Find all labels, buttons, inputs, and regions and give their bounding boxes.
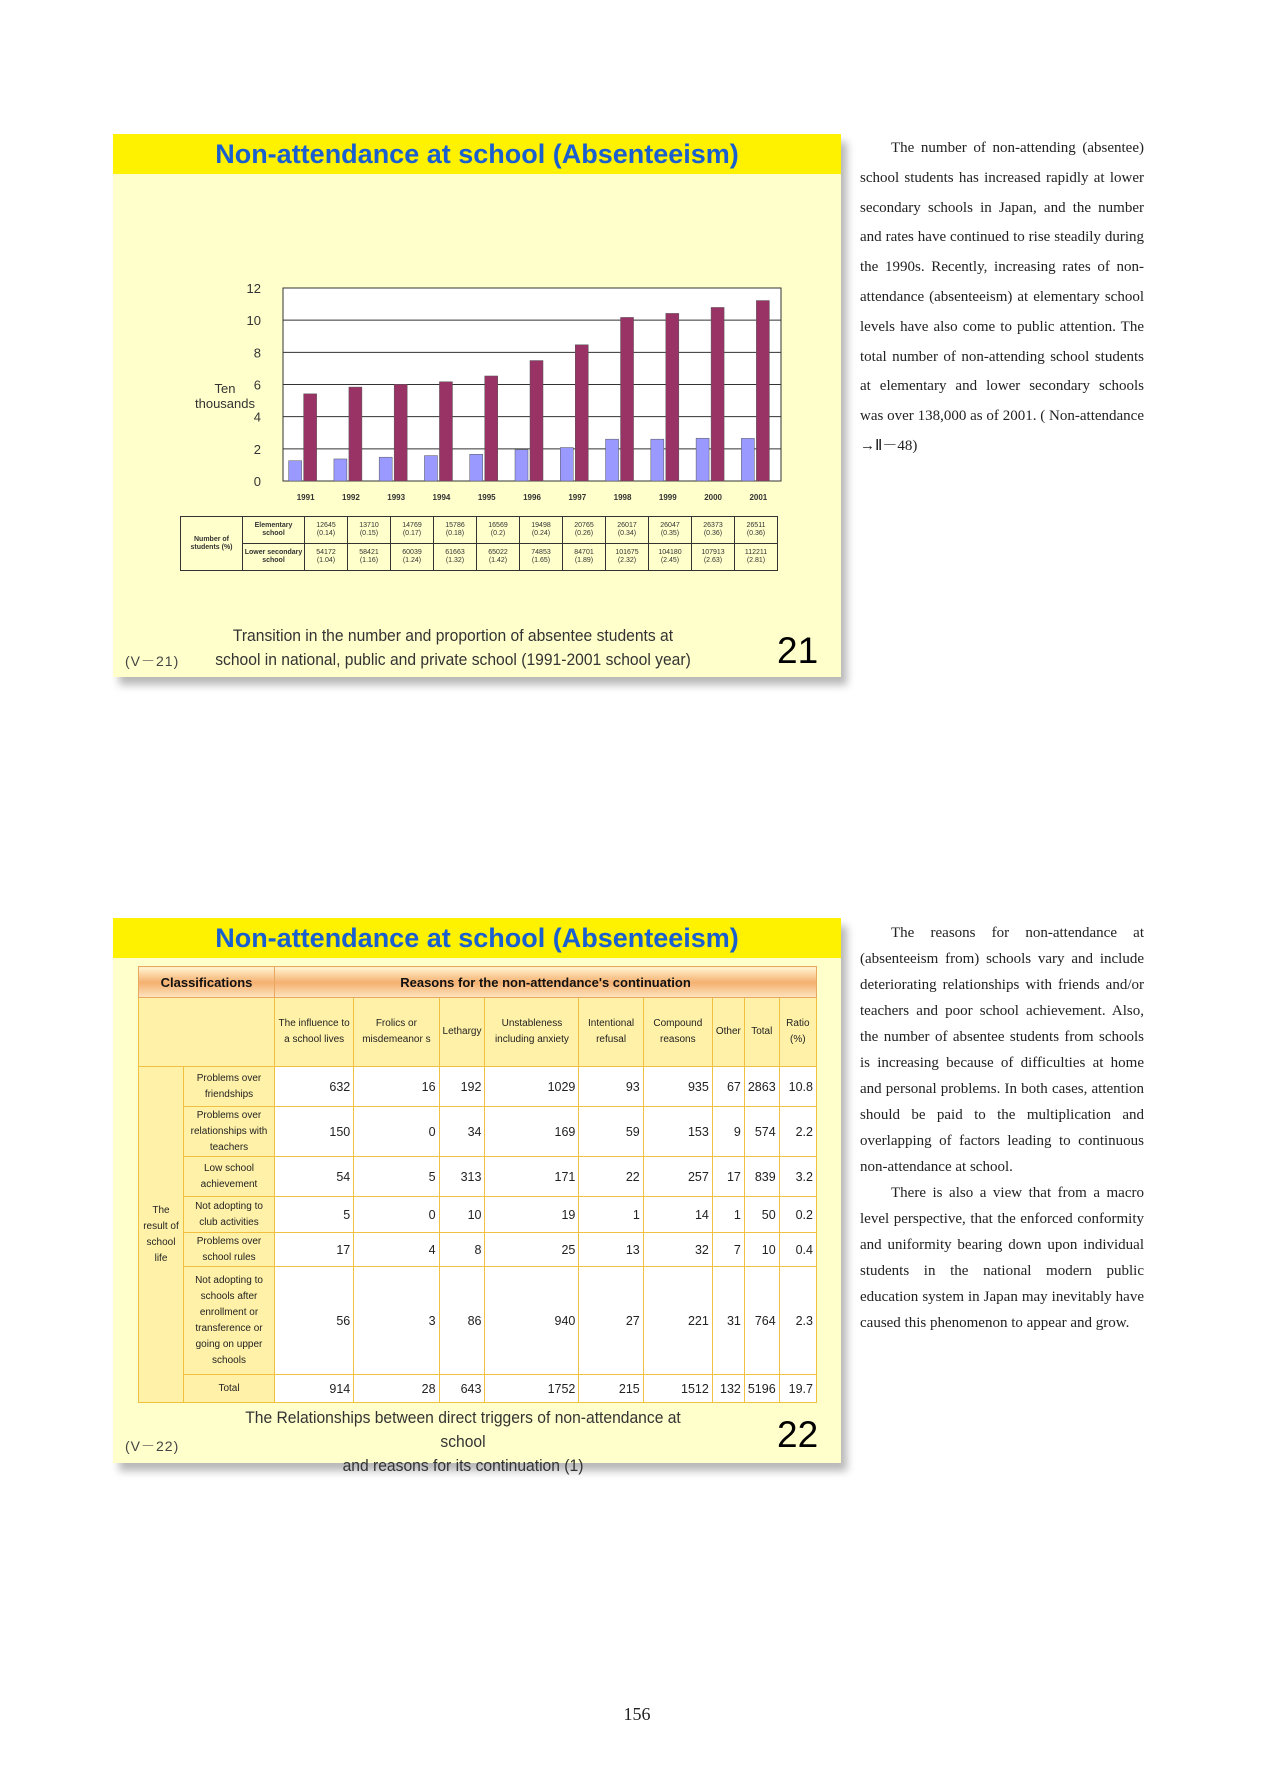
row-label: Lower secondary school: [243, 544, 305, 571]
bar-lower-secondary: [756, 301, 769, 481]
cell-count: 54172: [316, 549, 336, 556]
table-cell: 16: [354, 1067, 439, 1107]
y-tick-label: 0: [253, 474, 261, 489]
table-cell: 31: [712, 1267, 744, 1375]
bar-lower-secondary: [666, 313, 679, 481]
table-row: [181, 517, 778, 544]
cell-count: 20765: [574, 522, 594, 529]
column-header: Ratio (%): [779, 998, 816, 1067]
table-cell: 10: [439, 1197, 485, 1233]
cell-count: 26047: [660, 522, 680, 529]
table-cell: 34: [439, 1107, 485, 1157]
bar-elementary: [424, 456, 437, 481]
table-cell: 0: [354, 1197, 439, 1233]
bar-lower-secondary: [439, 382, 452, 481]
cell-count: 74853: [531, 549, 551, 556]
cell-count: 14769: [402, 522, 422, 529]
table-cell: 632: [275, 1067, 354, 1107]
slide-caption: [224, 1406, 702, 1478]
x-tick-label: 2001: [749, 493, 768, 502]
table-cell: [520, 517, 563, 544]
total-row: [139, 1375, 817, 1403]
table-cell: 132: [712, 1375, 744, 1403]
slide-id: (V－22): [125, 1438, 180, 1454]
table-cell: 14: [643, 1197, 712, 1233]
table-cell: 13: [579, 1233, 643, 1267]
table-cell: [563, 544, 606, 571]
y-axis-label: Ten: [214, 381, 236, 396]
table-cell: 935: [643, 1067, 712, 1107]
paragraph: The number of non-attending (absentee) school students has increased rapidly at lower secondary schools in Japan, and the number and rates have continued to rise steadily during the 1990s. Recently, increasing rates of non-attendance (absenteeism) at elementary school levels have also come to public attention. The total number of non-attending school students at elementary and lower secondary schools was over 138,000 as of 2001. ( Non-attendance →Ⅱ－48): [860, 140, 1144, 454]
table-cell: 0.2: [779, 1197, 816, 1233]
table-cell: [735, 544, 778, 571]
table-cell: 25: [485, 1233, 579, 1267]
table-cell: 10.8: [779, 1067, 816, 1107]
table-cell: [305, 517, 348, 544]
table-cell: 1: [712, 1197, 744, 1233]
page-number: 156: [623, 1704, 651, 1724]
bar-elementary: [606, 439, 619, 481]
table-cell: 9: [712, 1107, 744, 1157]
y-tick-label: 4: [253, 409, 261, 425]
cell-percent: (0.26): [574, 530, 594, 537]
column-header: Compound reasons: [643, 998, 712, 1067]
paragraph-1: The reasons for non-attendance at (absenteeism from) schools vary and include deteriorating relationships with friends and/or teachers and poor school achievement. Also, the number of absentee students from schools is increasing because of difficulties at home and personal problems. In both cases, attention should be paid to the multiplication and overlapping of factors leading to continuous non-attendance at school.: [860, 925, 1144, 1175]
table-cell: 215: [579, 1375, 643, 1403]
table-row: [139, 1157, 817, 1197]
bar-elementary: [515, 450, 528, 481]
table-row: [181, 544, 778, 571]
bar-elementary: [470, 454, 483, 481]
table-cell: 5: [354, 1157, 439, 1197]
cell-count: 16569: [488, 522, 508, 529]
table-cell: [563, 517, 606, 544]
table-cell: [434, 517, 477, 544]
table-cell: 221: [643, 1267, 712, 1375]
cell-percent: (0.18): [445, 530, 465, 537]
bar-chart: [113, 174, 841, 514]
table-cell: 56: [275, 1267, 354, 1375]
cell-percent: (1.89): [574, 557, 594, 564]
table-cell: 0: [354, 1107, 439, 1157]
table-cell: 67: [712, 1067, 744, 1107]
row-label: Problems over school rules: [184, 1233, 275, 1267]
row-label: Not adopting to schools after enrollment or transference or going on upper schools: [184, 1267, 275, 1375]
chart-data-table: [180, 516, 778, 571]
cell-percent: (0.2): [490, 530, 506, 537]
classifications-header: Classifications: [139, 967, 275, 998]
bar-elementary: [379, 457, 392, 481]
table-cell: [305, 544, 348, 571]
cell-percent: (0.15): [359, 530, 379, 537]
table-cell: 59: [579, 1107, 643, 1157]
cell-count: 101675: [615, 549, 639, 556]
x-tick-label: 1991: [296, 493, 315, 502]
table-cell: 1752: [485, 1375, 579, 1403]
table-cell: 257: [643, 1157, 712, 1197]
cell-percent: (0.17): [402, 530, 422, 537]
table-cell: 19: [485, 1197, 579, 1233]
column-header: The influence to a school lives: [275, 998, 354, 1067]
slide-id: (V－21): [125, 653, 180, 669]
cell-count: 19498: [531, 522, 551, 529]
row-label: Elementary school: [243, 517, 305, 544]
table-cell: 150: [275, 1107, 354, 1157]
x-tick-label: 1995: [477, 493, 496, 502]
paragraph-2: There is also a view that from a macro level perspective, that the enforced conformity and uniformity bearing down upon individual students in the national modern public education system in Japan may inevitably have caused this phenomenon to appear and grow.: [860, 1185, 1144, 1331]
table-cell: 2.2: [779, 1107, 816, 1157]
cell-percent: (0.14): [316, 530, 336, 537]
cell-percent: (2.81): [746, 557, 766, 564]
row-label: Not adopting to club activities: [184, 1197, 275, 1233]
table-cell: 1029: [485, 1067, 579, 1107]
table-cell: 27: [579, 1267, 643, 1375]
table-cell: 50: [744, 1197, 779, 1233]
table-cell: 169: [485, 1107, 579, 1157]
x-tick-label: 1992: [342, 493, 360, 502]
x-tick-label: 1993: [387, 493, 406, 502]
table-row: [139, 1197, 817, 1233]
slide-caption: [214, 624, 692, 672]
table-cell: [692, 517, 735, 544]
table-cell: 86: [439, 1267, 485, 1375]
table-row: [139, 1107, 817, 1157]
slide-number: 21: [777, 630, 819, 671]
slide-21: [113, 134, 841, 677]
x-tick-label: 2000: [704, 493, 722, 502]
reasons-table: [138, 966, 817, 1403]
cell-percent: (1.04): [316, 557, 336, 564]
bar-elementary: [696, 438, 709, 481]
table-cell: 1: [579, 1197, 643, 1233]
cell-count: 84701: [574, 549, 594, 556]
table-cell: 5196: [744, 1375, 779, 1403]
bar-elementary: [560, 448, 573, 481]
cell-percent: (1.42): [488, 557, 508, 564]
cell-count: 26373: [703, 522, 723, 529]
table-cell: 2.3: [779, 1267, 816, 1375]
table-cell: 32: [643, 1233, 712, 1267]
y-tick-label: 2: [253, 441, 261, 457]
table-cell: 1512: [643, 1375, 712, 1403]
table-cell: 643: [439, 1375, 485, 1403]
table-cell: 2863: [744, 1067, 779, 1107]
cell-count: 26017: [617, 522, 637, 529]
table-row: [139, 1267, 817, 1375]
table-cell: [606, 517, 649, 544]
slide-22: [113, 918, 841, 1475]
table-cell: [649, 517, 692, 544]
cell-count: 104180: [658, 549, 682, 556]
table-cell: [649, 544, 692, 571]
slide-title: Non-attendance at school (Absenteeism): [113, 918, 841, 958]
table-cell: 574: [744, 1107, 779, 1157]
table-cell: 17: [275, 1233, 354, 1267]
table-cell: 22: [579, 1157, 643, 1197]
cell-count: 58421: [359, 549, 379, 556]
bar-lower-secondary: [394, 384, 407, 481]
x-tick-label: 1999: [658, 493, 677, 502]
caption-line-2: school in national, public and private school (1991-2001 school year): [215, 650, 691, 669]
cell-percent: (0.24): [531, 530, 551, 537]
slide-title: Non-attendance at school (Absenteeism): [113, 134, 841, 174]
table-cell: 764: [744, 1267, 779, 1375]
table-cell: 93: [579, 1067, 643, 1107]
header-blank: [139, 998, 275, 1067]
table-row: [139, 1067, 817, 1107]
table-cell: 914: [275, 1375, 354, 1403]
table-cell: [348, 517, 391, 544]
cell-percent: (2.32): [617, 557, 637, 564]
group-label: The result of school life: [139, 1067, 184, 1403]
bar-elementary: [651, 439, 664, 481]
table-cell: 839: [744, 1157, 779, 1197]
column-header: Lethargy: [439, 998, 485, 1067]
cell-percent: (1.24): [402, 557, 422, 564]
cell-count: 107913: [701, 549, 725, 556]
cell-percent: (0.36): [746, 530, 766, 537]
table-cell: 5: [275, 1197, 354, 1233]
table-cell: 4: [354, 1233, 439, 1267]
bar-lower-secondary: [621, 317, 634, 481]
table-cell: [606, 544, 649, 571]
x-tick-label: 1994: [432, 493, 451, 502]
bar-lower-secondary: [485, 376, 498, 481]
column-header: Intentional refusal: [579, 998, 643, 1067]
table-cell: [391, 544, 434, 571]
cell-percent: (1.16): [359, 557, 379, 564]
table-cell: 3.2: [779, 1157, 816, 1197]
cell-percent: (1.65): [531, 557, 551, 564]
table-cell: [391, 517, 434, 544]
x-tick-label: 1996: [523, 493, 541, 502]
cell-count: 26511: [746, 522, 766, 529]
reasons-header: Reasons for the non-attendance's continuation: [275, 967, 817, 998]
cell-percent: (0.36): [703, 530, 723, 537]
y-tick-label: 12: [246, 281, 261, 296]
table-cell: [692, 544, 735, 571]
table-cell: [434, 544, 477, 571]
table-row: [139, 1233, 817, 1267]
x-tick-label: 1997: [568, 493, 587, 502]
bar-lower-secondary: [530, 361, 543, 481]
y-axis-label: thousands: [195, 396, 255, 411]
table-cell: 28: [354, 1375, 439, 1403]
column-header: Other: [712, 998, 744, 1067]
table-cell: 54: [275, 1157, 354, 1197]
table-cell: 192: [439, 1067, 485, 1107]
table-cell: [477, 544, 520, 571]
cell-percent: (2.45): [660, 557, 680, 564]
side-text-22: [860, 920, 1144, 1336]
bar-lower-secondary: [304, 394, 317, 481]
caption-line-1: Transition in the number and proportion of absentee students at: [232, 626, 674, 645]
caption-line-2: and reasons for its continuation (1): [342, 1456, 584, 1475]
cell-count: 112211: [744, 549, 768, 556]
table-cell: 153: [643, 1107, 712, 1157]
table-cell: 0.4: [779, 1233, 816, 1267]
table-cell: 7: [712, 1233, 744, 1267]
bar-lower-secondary: [349, 387, 362, 481]
table-cell: [477, 517, 520, 544]
table-cell: 940: [485, 1267, 579, 1375]
cell-count: 61663: [445, 549, 465, 556]
row-label: Low school achievement: [184, 1157, 275, 1197]
cell-percent: (2.63): [703, 557, 723, 564]
cell-count: 15786: [445, 522, 465, 529]
row-label: Total: [184, 1375, 275, 1403]
cell-count: 60039: [402, 549, 422, 556]
side-text-21: [860, 134, 1144, 462]
bar-elementary: [334, 459, 347, 481]
table-cell: 313: [439, 1157, 485, 1197]
bar-elementary: [289, 461, 302, 481]
y-tick-label: 6: [253, 377, 261, 393]
table-cell: 10: [744, 1233, 779, 1267]
column-header: Frolics or misdemeanor s: [354, 998, 439, 1067]
table-cell: [520, 544, 563, 571]
x-tick-label: 1998: [613, 493, 632, 502]
table-cell: 3: [354, 1267, 439, 1375]
cell-percent: (0.34): [617, 530, 637, 537]
cell-count: 13710: [359, 522, 379, 529]
cell-count: 65022: [488, 549, 508, 556]
caption-line-1: The Relationships between direct triggers of non-attendance at school: [245, 1408, 681, 1451]
bar-lower-secondary: [575, 345, 588, 481]
row-label: Problems over relationships with teachers: [184, 1107, 275, 1157]
column-header: Unstableness including anxiety: [485, 998, 579, 1067]
table-cell: [735, 517, 778, 544]
y-tick-label: 10: [246, 313, 261, 329]
cell-percent: (0.35): [660, 530, 680, 537]
cell-percent: (1.32): [445, 557, 465, 564]
row-header: Number of students (%): [181, 517, 243, 571]
table-cell: 19.7: [779, 1375, 816, 1403]
bar-elementary: [741, 438, 754, 481]
table-cell: [348, 544, 391, 571]
bar-lower-secondary: [711, 307, 724, 481]
cell-count: 12645: [316, 522, 336, 529]
table-cell: 171: [485, 1157, 579, 1197]
slide-number: 22: [777, 1414, 819, 1455]
y-tick-label: 8: [253, 345, 261, 361]
table-cell: 8: [439, 1233, 485, 1267]
row-label: Problems over friendships: [184, 1067, 275, 1107]
column-header: Total: [744, 998, 779, 1067]
column-header-row: [139, 998, 817, 1067]
table-cell: 17: [712, 1157, 744, 1197]
